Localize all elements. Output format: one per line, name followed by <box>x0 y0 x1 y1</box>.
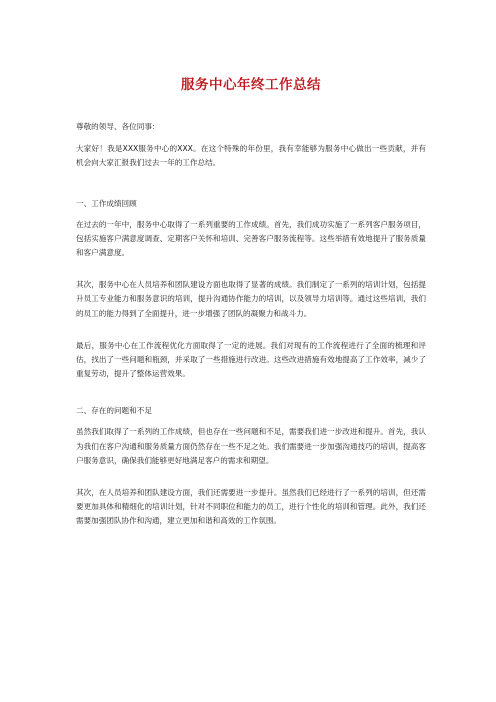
document-title: 服务中心年终工作总结 <box>181 77 321 93</box>
problems-paragraph-1: 虽然我们取得了一系列的工作成绩，但也存在一些问题和不足，需要我们进一步改进和提升。首先，我认为我们在客户沟通和服务质量方面仍然存在一些不足之处。我们需要进一步加强沟通技巧的培训，提高客户服务意识，确保我们能够更好地满足客户的需求和期望。 <box>76 427 426 465</box>
achievements-paragraph-3: 最后，服务中心在工作流程优化方面取得了一定的进展。我们对现有的工作流程进行了全面的梳理和评估，找出了一些问题和瓶颈，并采取了一些措施进行改进。这些改进措施有效地提高了工作效率，减少了重复劳动，提升了整体运营效果。 <box>76 340 426 379</box>
greeting-line: 尊敬的领导、各位同事： <box>76 122 160 131</box>
section-heading-achievements: 一、工作成绩回顾 <box>76 198 137 208</box>
section-heading-problems: 二、存在的问题和不足 <box>76 406 152 416</box>
achievements-paragraph-2: 其次，服务中心在人员培养和团队建设方面也取得了显著的成绩。我们制定了一系列的培训计划，包括提升员工专业能力和服务意识的培训，提升沟通协作能力的培训，以及领导力培训等。通过这些培训，我们的员工的能力得到了全面提升，进一步增强了团队的凝聚力和战斗力。 <box>76 280 426 318</box>
problems-paragraph-2: 其次，在人员培养和团队建设方面，我们还需要进一步提升。虽然我们已经进行了一系列的培训，但还需要更加具体和精细化的培训计划，针对不同职位和能力的员工，进行个性化的培训和管理。此外，我们还需要加强团队协作和沟通，建立更加和谐和高效的工作氛围。 <box>76 488 426 526</box>
achievements-paragraph-1: 在过去的一年中，服务中心取得了一系列重要的工作成绩。首先，我们成功实施了一系列客户服务项目，包括实施客户满意度调查、定期客户关怀和培训、完善客户服务流程等。这些举措有效地提升了服务质量和客户满意度。 <box>76 219 426 258</box>
intro-paragraph: 大家好！我是XXX服务中心的XXX。在这个特殊的年份里，我有幸能够为服务中心做出一些贡献，并有机会向大家汇报我们过去一年的工作总结。 <box>76 144 426 168</box>
